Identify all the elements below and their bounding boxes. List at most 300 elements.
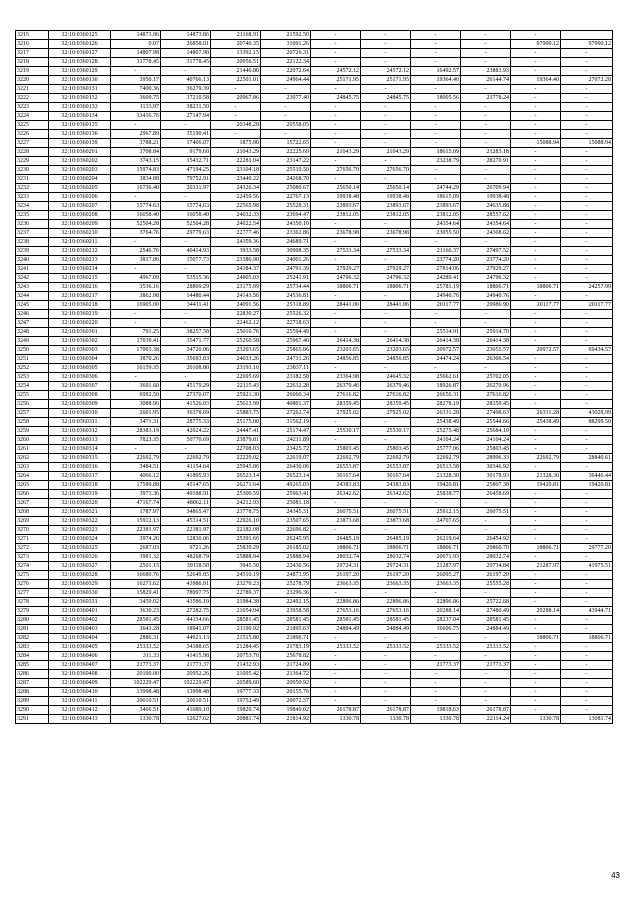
table-cell: 32:10:0360318 [49,481,111,490]
table-cell: 3287 [16,679,49,688]
table-cell: 3256 [16,400,49,409]
table-cell: 20071.93 [411,553,461,562]
table-cell: 25803.45 [361,445,411,454]
table-cell: - [111,319,161,328]
table-cell: - [261,130,311,139]
table-cell: 24289.41 [411,274,461,283]
table-cell: 30346.92 [461,463,511,472]
table-cell: 24091.56 [211,301,261,310]
table-cell: 3249 [16,337,49,346]
table-cell: - [511,337,561,346]
table-cell: - [461,679,511,688]
table-cell: 28581.45 [111,616,161,625]
table-cell: 25650.14 [361,184,411,193]
table-cell: 23873.68 [311,517,361,526]
table-row [16,76,613,85]
table-cell: 21895.63 [261,625,311,634]
table-cell: - [311,679,361,688]
table-cell: 25967.40 [261,337,311,346]
table-cell: 27929.27 [461,265,511,274]
table-cell: - [461,40,511,49]
table-cell: 26414.38 [311,337,361,346]
table-cell: 3218 [16,58,49,67]
table-cell: 29779.63 [161,229,211,238]
table-cell: - [261,103,311,112]
table-cell: 24940.76 [461,292,511,301]
table-cell: 26075.51 [361,508,411,517]
table-cell: - [561,94,613,103]
table-cell: 17003.38 [111,346,161,355]
table-cell: - [511,355,561,364]
table-cell: - [511,679,561,688]
table-cell: 27653.16 [361,607,411,616]
table-cell: 27616.82 [461,391,511,400]
table-cell: - [561,319,613,328]
table-cell: - [461,364,511,373]
table-cell: 19849.02 [261,706,311,715]
table-cell: 311.33 [111,652,161,661]
table-cell: 24884.49 [361,625,411,634]
table-cell: 24689.71 [261,238,311,247]
table-cell: 3834.88 [111,175,161,184]
table-row [16,139,613,148]
table-cell: 36446.44 [561,472,613,481]
table-cell: - [511,598,561,607]
table-cell: - [111,193,161,202]
table-cell: - [361,31,411,40]
table-cell: 1330.78 [111,715,161,724]
table-cell: - [511,427,561,436]
table-cell: 22718.63 [261,319,311,328]
table-cell: 26342.62 [361,490,411,499]
table-cell: 9179.60 [161,148,211,157]
table-cell: 88299.50 [561,418,613,427]
table-cell: 32:10:0360407 [49,661,111,670]
table-cell: 22381.97 [111,526,161,535]
table-cell: - [361,310,411,319]
table-cell: - [511,130,561,139]
table-cell: 3536.16 [111,283,161,292]
table-cell: 21773.37 [161,661,211,670]
table-cell: 28383.19 [111,427,161,436]
table-cell: 3643.28 [111,625,161,634]
table-cell: 32:10:0360303 [49,346,111,355]
table-cell: - [561,445,613,454]
table-cell: 18005.56 [411,94,461,103]
table-cell: 26485.19 [361,535,411,544]
table-cell: 25912.15 [411,508,461,517]
table-cell: - [561,499,613,508]
table-row [16,436,613,445]
table-cell: 3246 [16,310,49,319]
table-cell: 32:10:0360220 [49,319,111,328]
table-cell: 21783.19 [261,643,311,652]
table-cell: 25914.70 [461,328,511,337]
table-cell: 24104.24 [411,436,461,445]
table-cell: - [561,625,613,634]
table-cell: - [361,292,411,301]
table-cell: 24796.32 [311,274,361,283]
table-cell: 50770.69 [161,436,211,445]
table-cell: 32:10:0360323 [49,526,111,535]
table-cell: 25278.79 [261,580,311,589]
table-cell: 3242 [16,274,49,283]
table-row [16,580,613,589]
table-cell: 20072.37 [261,697,311,706]
table-cell: - [411,238,461,247]
table-cell: 28581.45 [461,616,511,625]
table-cell: 25888.94 [211,553,261,562]
table-cell: 21814.92 [261,715,311,724]
table-body [16,31,613,724]
table-cell: - [361,328,411,337]
table-cell: 3236 [16,220,49,229]
table-cell: 23893.67 [361,202,411,211]
table-row [16,157,613,166]
table-cell: 26219.64 [411,535,461,544]
table-cell: 3950.17 [111,76,161,85]
table-cell: 28032.74 [311,553,361,562]
table-cell: 18615.09 [411,193,461,202]
table-cell: 35190.41 [161,130,211,139]
table-cell: - [511,319,561,328]
table-cell: 25594.49 [261,328,311,337]
table-cell: - [361,112,411,121]
table-cell: 2546.76 [111,247,161,256]
table-cell: - [361,121,411,130]
table-cell: 28809.29 [161,283,211,292]
table-cell: 32:10:0360134 [49,112,111,121]
table-cell: - [511,643,561,652]
table-cell: 22115.43 [211,382,261,391]
table-cell: 26430.06 [261,463,311,472]
table-cell: 41689.10 [161,706,211,715]
table-cell: - [561,553,613,562]
table-cell: - [561,580,613,589]
table-row [16,553,613,562]
table-cell: 22122.34 [261,58,311,67]
table-cell: - [211,130,261,139]
table-cell: - [461,697,511,706]
table-row [16,490,613,499]
table-cell: - [311,436,361,445]
table-cell: - [411,130,461,139]
table-row [16,103,613,112]
table-cell: 25777.06 [411,445,461,454]
table-cell: 26178.87 [361,706,411,715]
table-cell: 25883.75 [211,409,261,418]
table-cell: 24884.49 [461,625,511,634]
table-cell: 3240 [16,256,49,265]
table-cell: - [561,427,613,436]
table-cell: - [511,112,561,121]
table-cell: - [511,85,561,94]
table-cell: - [511,49,561,58]
table-cell: 9721.26 [161,544,211,553]
table-cell: 23507.65 [261,517,311,526]
table-cell: 79752.91 [161,175,211,184]
table-cell: - [561,508,613,517]
table-cell: 20117.77 [561,301,613,310]
table-cell: 21095.42 [211,670,261,679]
table-cell: 22692.79 [111,454,161,463]
table-cell: 32:10:0360302 [49,337,111,346]
table-cell: - [511,436,561,445]
table-cell: 23386.90 [211,256,261,265]
table-row [16,247,613,256]
table-cell: - [361,364,411,373]
table-row [16,427,613,436]
table-cell: 27282.75 [161,607,211,616]
table-cell: 28581.45 [211,616,261,625]
table-cell: 27533.34 [361,247,411,256]
table-cell: 27814.06 [411,265,461,274]
table-cell: - [361,679,411,688]
table-row [16,499,613,508]
table-cell: 32:10:0360321 [49,508,111,517]
table-cell: 3252 [16,364,49,373]
table-cell: - [511,202,561,211]
table-row [16,319,613,328]
table-cell: 4066.12 [111,472,161,481]
table-cell: 45179.29 [161,382,211,391]
table-cell: 24212.93 [211,499,261,508]
table-cell: 3237 [16,229,49,238]
table-cell: 20331.97 [161,184,211,193]
table-cell: - [561,265,613,274]
table-cell: 14807.98 [161,49,211,58]
table-cell: - [311,121,361,130]
table-row [16,382,613,391]
table-cell: - [461,517,511,526]
table-cell: - [311,58,361,67]
table-cell: 23104.18 [211,166,261,175]
table-row [16,517,613,526]
table-cell: 41154.64 [161,463,211,472]
table-cell: 23778.24 [461,94,511,103]
table-cell: 3231 [16,175,49,184]
table-cell: 32:10:0360218 [49,301,111,310]
table-cell: 13416.76 [111,112,161,121]
table-cell: 102229.47 [111,679,161,688]
table-cell: 3263 [16,463,49,472]
table-cell: 3471.31 [111,418,161,427]
table-cell: 44134.66 [161,616,211,625]
table-cell: 26414.38 [411,337,461,346]
table-cell: - [161,265,211,274]
table-cell: 32:10:0360404 [49,634,111,643]
table-cell: 27480.49 [461,607,511,616]
table-cell: 12830.06 [161,535,211,544]
table-cell: 16606.75 [411,625,461,634]
table-cell: - [561,652,613,661]
table-cell: 25333.52 [411,643,461,652]
table-cell: 32:10:0360125 [49,31,111,40]
table-cell: 26075.51 [311,508,361,517]
table-cell: 24884.49 [311,625,361,634]
table-cell: 14480.44 [161,292,211,301]
table-cell: 21773.37 [461,661,511,670]
table-cell: 20952.26 [161,670,211,679]
table-cell: 26306.54 [461,355,511,364]
table-cell: 3933.58 [211,247,261,256]
table-cell: 25530.17 [361,427,411,436]
table-cell: 43028.99 [561,409,613,418]
table-row [16,283,613,292]
table-cell: 25010.76 [211,328,261,337]
table-cell: 26331.28 [511,409,561,418]
table-cell: 30998.35 [261,247,311,256]
table-cell: 32:10:0360314 [49,445,111,454]
table-cell: 28359.45 [361,400,411,409]
table-cell: 21896.71 [261,634,311,643]
table-cell: 24032.33 [211,211,261,220]
table-cell: - [461,49,511,58]
table-row [16,292,613,301]
table-cell: 53515.36 [161,274,211,283]
table-cell: 24845.75 [361,94,411,103]
table-cell: 22381.97 [161,526,211,535]
table-cell: 24635.88 [461,202,511,211]
table-cell: 45314.51 [161,517,211,526]
table-cell: - [411,670,461,679]
table-cell: 26414.38 [361,337,411,346]
table-row [16,526,613,535]
table-cell: 18806.71 [411,544,461,553]
table-cell: 35471.77 [161,337,211,346]
table-cell: - [561,643,613,652]
table-cell: 20881.74 [211,715,261,724]
table-cell: 39118.50 [161,562,211,571]
table-cell: 3238 [16,238,49,247]
table-cell: 32:10:0360324 [49,535,111,544]
table-cell: 23440.22 [211,175,261,184]
table-cell: 3229 [16,157,49,166]
table-cell: - [511,238,561,247]
table-row [16,400,613,409]
table-cell: 40766.13 [161,76,211,85]
table-cell: 3269 [16,517,49,526]
table-cell: - [511,211,561,220]
table-row [16,373,613,382]
table-cell: 31091.26 [261,40,311,49]
table-cell: 27370.07 [161,391,211,400]
table-cell: - [561,112,613,121]
table-cell: - [511,670,561,679]
table-cell: 22565.98 [211,202,261,211]
table-row [16,670,613,679]
table-cell: 43986.91 [161,580,211,589]
table-cell: 69434.57 [561,346,613,355]
table-cell: - [311,499,361,508]
table-cell: 23055.50 [411,229,461,238]
table-row [16,355,613,364]
table-cell: - [111,238,161,247]
table-cell: 32:10:0360207 [49,202,111,211]
table-cell: 32:10:0360126 [49,40,111,49]
table-row [16,31,613,40]
table-cell: 20155.76 [261,688,311,697]
table-cell: - [411,697,461,706]
table-cell: - [561,202,613,211]
table-cell: 3974.26 [111,535,161,544]
table-cell: - [461,688,511,697]
table-cell: 3279 [16,607,49,616]
table-cell: 3254 [16,382,49,391]
table-cell: 102229.47 [161,679,211,688]
table-cell: - [461,652,511,661]
table-cell: 22072.64 [261,67,311,76]
table-cell: - [561,598,613,607]
table-cell: 24447.41 [211,427,261,436]
table-cell: - [511,31,561,40]
table-cell: - [511,499,561,508]
table-cell: 26245.95 [261,535,311,544]
table-row [16,121,613,130]
table-cell: 19420.81 [561,481,613,490]
table-cell: - [161,310,211,319]
table-cell: - [211,103,261,112]
table-cell: 3973.36 [111,490,161,499]
table-cell: 24033.26 [211,355,261,364]
table-cell: 32:10:0360136 [49,130,111,139]
table-cell: - [161,121,211,130]
table-cell: 32:10:0360305 [49,364,111,373]
table-cell: 22708.03 [211,445,261,454]
table-cell: - [511,580,561,589]
table-cell: 20726.31 [261,49,311,58]
table-cell: 21190.92 [211,625,261,634]
table-cell: 25333.52 [111,643,161,652]
table-cell: 25171.95 [361,76,411,85]
table-cell: - [111,121,161,130]
table-cell: 48062.11 [161,499,211,508]
table-cell: 3459.02 [111,598,161,607]
table-cell: 32:10:0360315 [49,454,111,463]
table-cell: 21287.97 [511,562,561,571]
table-cell: 28557.62 [461,211,511,220]
table-cell: 32:10:0360130 [49,76,111,85]
table-cell: 24536.81 [261,292,311,301]
table-cell: 3250 [16,346,49,355]
table-cell: 32:10:0360133 [49,103,111,112]
table-cell: - [311,589,361,598]
table-cell: 20753.70 [211,652,261,661]
table-cell: 25684.10 [461,427,511,436]
table-cell: 16058.40 [111,211,161,220]
table-row [16,229,613,238]
table-cell: 49188.91 [161,490,211,499]
table-cell: - [411,31,461,40]
table-cell: 23663.35 [411,580,461,589]
table-cell: 23812.05 [361,211,411,220]
table-cell: 32:10:0360316 [49,463,111,472]
table-cell: 23893.67 [311,202,361,211]
table-cell: - [511,400,561,409]
table-cell: 26513.58 [411,463,461,472]
table-cell: 25888.94 [261,553,311,562]
table-cell: 3219 [16,67,49,76]
table-cell: - [511,688,561,697]
table-cell: - [311,139,361,148]
table-cell: - [311,256,361,265]
table-row [16,94,613,103]
table-cell: 32:10:0360317 [49,472,111,481]
table-cell: 47167.74 [111,499,161,508]
table-cell: 32:10:0360212 [49,247,111,256]
table-cell: 32:10:0360326 [49,553,111,562]
table-cell: 21043.29 [361,148,411,157]
